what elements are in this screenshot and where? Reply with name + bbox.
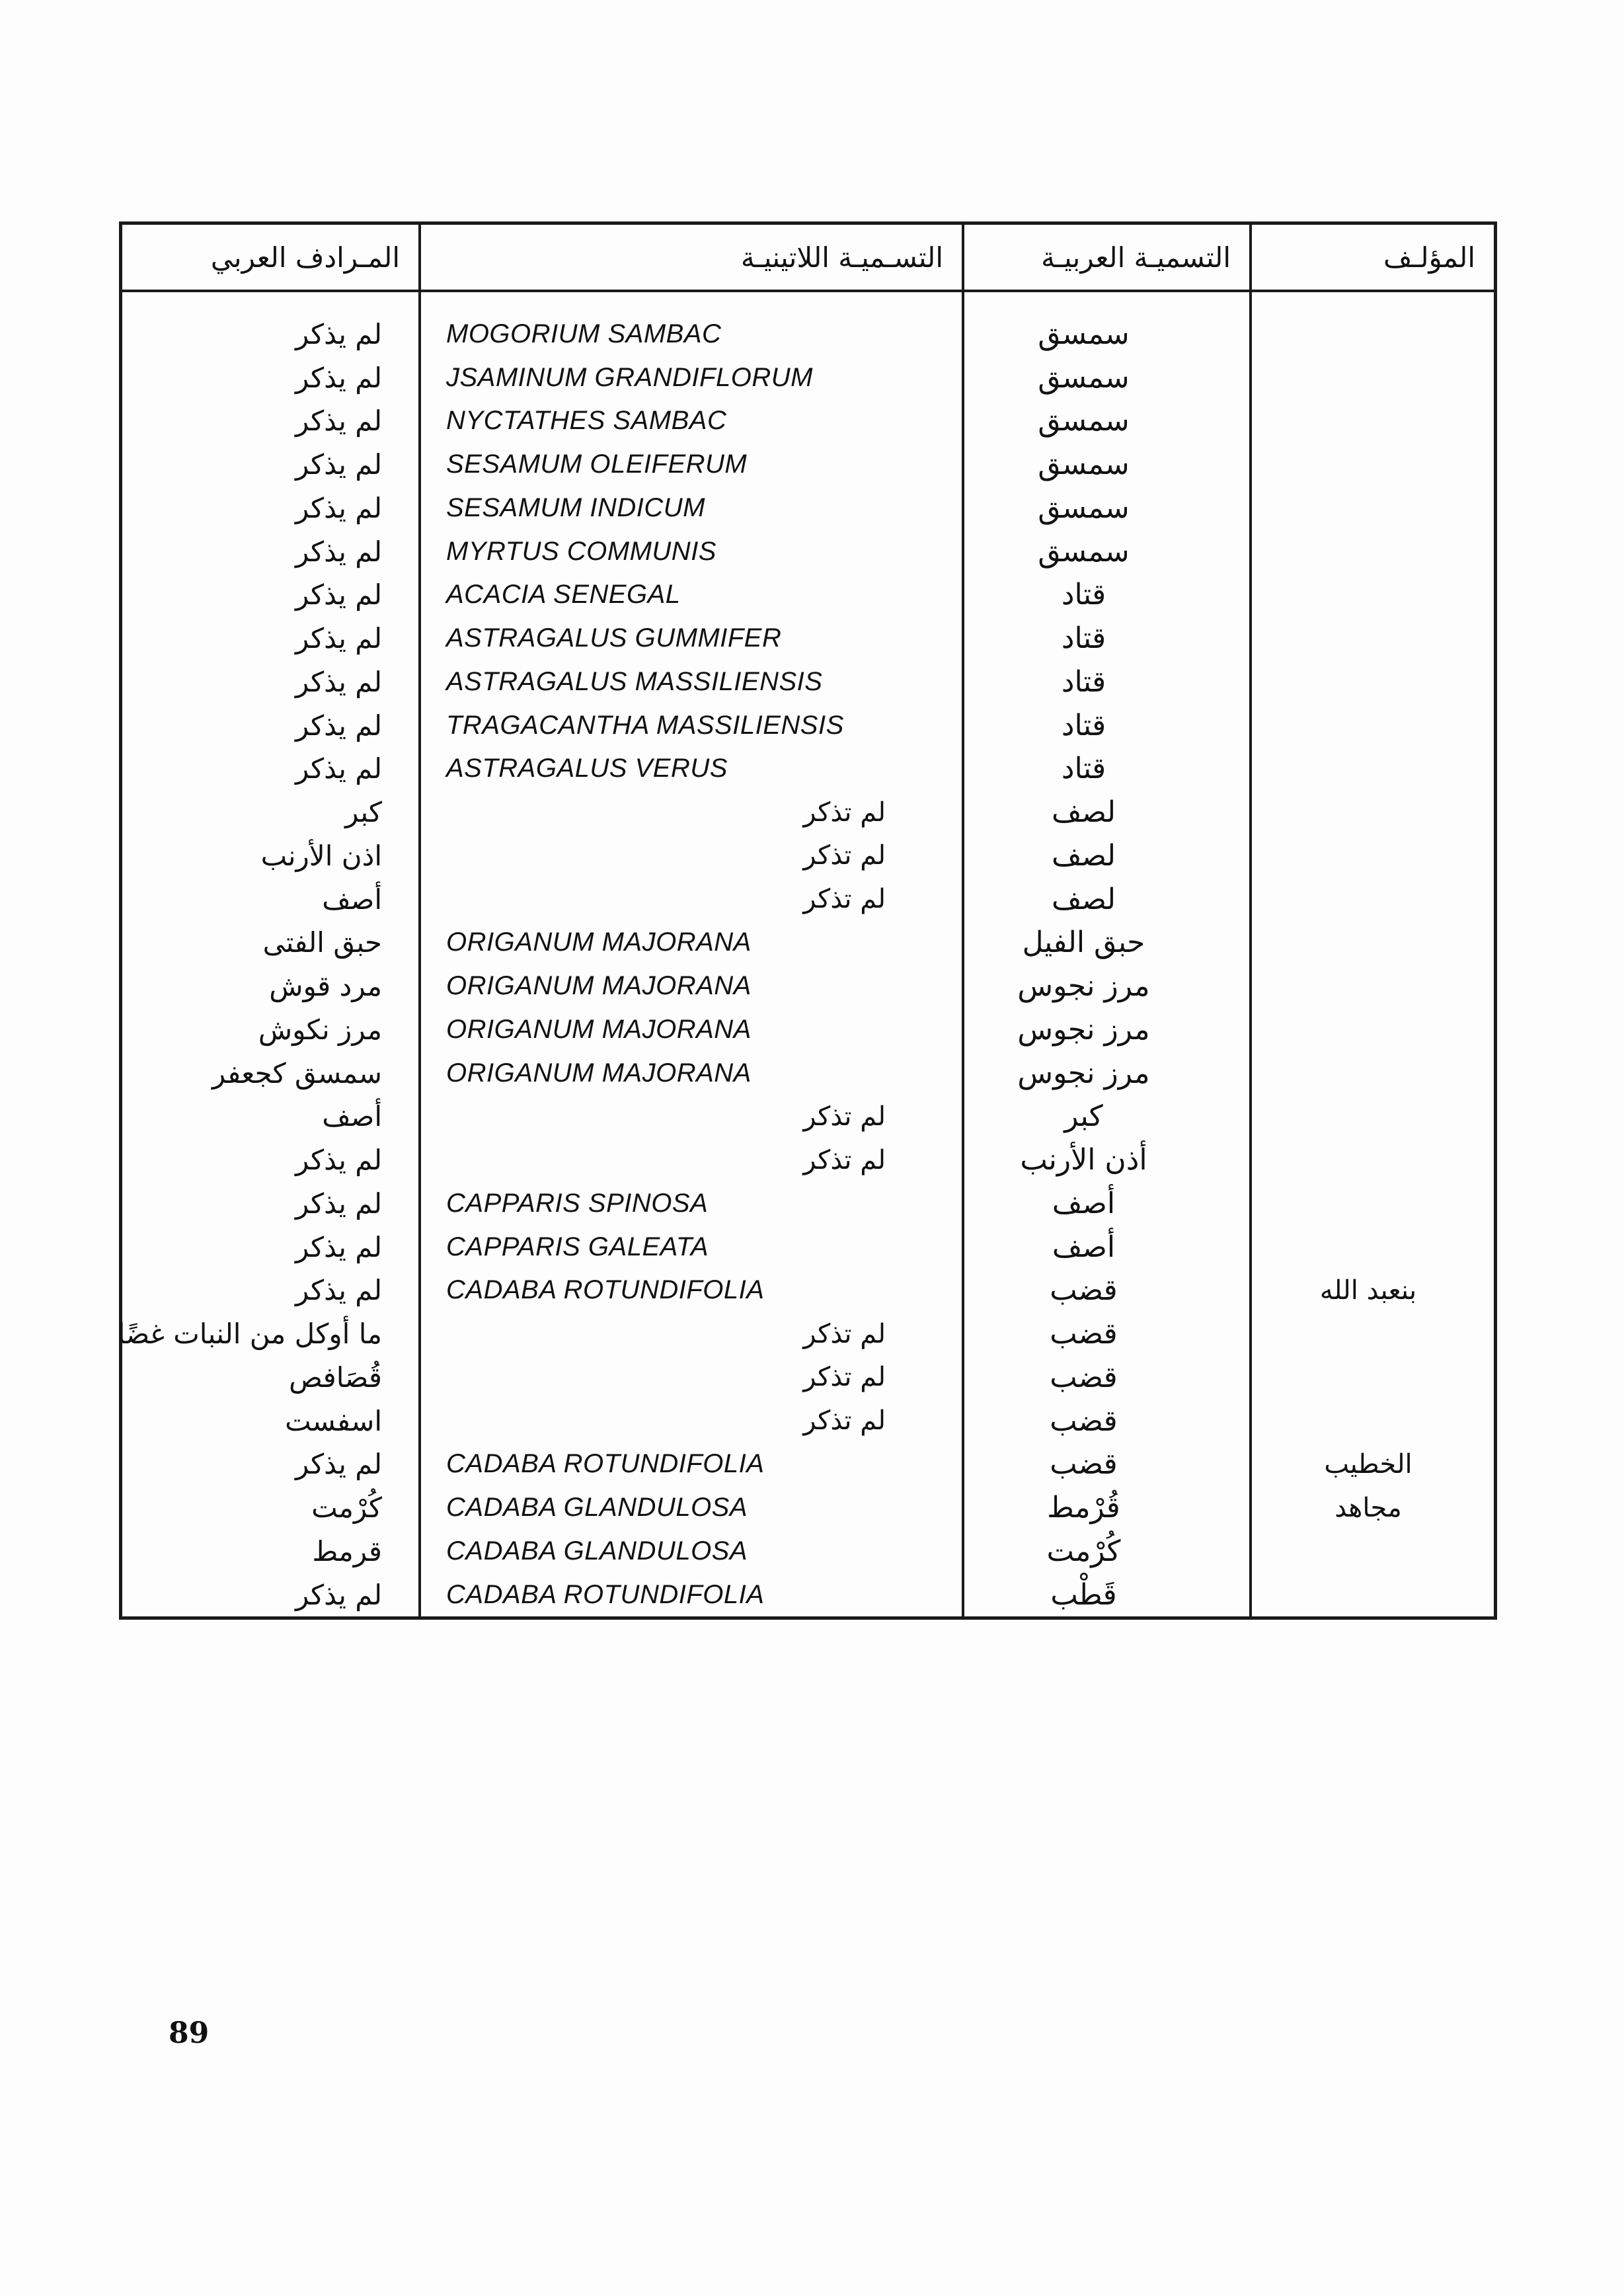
author-cell <box>1251 1051 1494 1095</box>
arabic-name-cell: لصف <box>963 834 1251 877</box>
table-row <box>122 660 1494 703</box>
synonym-cell: لم يذكر <box>295 448 382 481</box>
arabic-name-cell: سمسق <box>963 291 1251 356</box>
synonym-cell: لم يذكر <box>295 491 382 524</box>
latin-name-cell: ORIGANUM MAJORANA <box>420 921 963 965</box>
synonym-cell: لم يذكر <box>295 1187 382 1220</box>
arabic-name-cell: قتاد <box>963 573 1251 617</box>
latin-name-cell: ORIGANUM MAJORANA <box>420 965 963 1008</box>
synonym-cell: قرمط <box>312 1534 382 1567</box>
table-row <box>122 1399 1494 1443</box>
synonym-cell: لم يذكر <box>295 1274 382 1307</box>
synonym-cell: لم يذكر <box>295 622 382 654</box>
table-row <box>122 791 1494 834</box>
author-cell <box>1251 660 1494 703</box>
author-cell <box>1251 921 1494 965</box>
author-cell <box>1251 356 1494 399</box>
author-cell <box>1251 617 1494 660</box>
latin-name-cell: لم تذكر <box>420 834 963 877</box>
arabic-name-cell: قَطْب <box>963 1573 1251 1616</box>
arabic-name-cell: أصف <box>963 1225 1251 1269</box>
synonym-cell: لم يذكر <box>295 665 382 698</box>
latin-name-cell: ORIGANUM MAJORANA <box>420 1051 963 1095</box>
arabic-name-cell: سمسق <box>963 399 1251 443</box>
table-row <box>122 965 1494 1008</box>
arabic-name-cell: أذن الأرنب <box>963 1138 1251 1182</box>
table-row <box>122 1008 1494 1051</box>
latin-name-cell: لم تذكر <box>420 1138 963 1182</box>
author-cell <box>1251 291 1494 356</box>
synonym-cell: اذن الأرنب <box>260 839 382 872</box>
synonym-cell: لم يذكر <box>295 317 382 350</box>
page-number: 89 <box>169 2016 210 2050</box>
latin-name-cell: لم تذكر <box>420 1399 963 1443</box>
table-row <box>122 877 1494 921</box>
synonym-cell: ما أوكل من النبات غضًا <box>117 1318 382 1350</box>
author-cell: مجاهد <box>1251 1486 1494 1530</box>
synonym-cell: لم يذكر <box>295 1578 382 1611</box>
arabic-name-cell: قضب <box>963 1312 1251 1356</box>
author-cell <box>1251 573 1494 617</box>
author-cell <box>1251 1355 1494 1399</box>
author-cell <box>1251 834 1494 877</box>
author-cell <box>1251 1008 1494 1051</box>
author-cell: الخطيب <box>1251 1443 1494 1486</box>
author-cell <box>1251 965 1494 1008</box>
header-arabic-name: التسميـة العربيـة <box>963 225 1251 291</box>
synonym-cell: لم يذكر <box>295 752 382 785</box>
arabic-name-cell: مرز نجوس <box>963 1051 1251 1095</box>
table-row <box>122 1225 1494 1269</box>
table-row <box>122 486 1494 530</box>
table-row <box>122 1095 1494 1138</box>
arabic-name-cell: حبق الفيل <box>963 921 1251 965</box>
table-row <box>122 1312 1494 1356</box>
author-cell <box>1251 530 1494 573</box>
botanical-names-table <box>119 221 1497 1620</box>
synonym-cell: أصف <box>322 1100 382 1133</box>
table-row <box>122 573 1494 617</box>
arabic-name-cell: أصف <box>963 1181 1251 1225</box>
latin-name-cell: CADABA ROTUNDIFOLIA <box>420 1269 963 1312</box>
latin-name-cell: ASTRAGALUS MASSILIENSIS <box>420 660 963 703</box>
table-row <box>122 1486 1494 1530</box>
arabic-name-cell: سمسق <box>963 486 1251 530</box>
arabic-name-cell: مرز نجوس <box>963 1008 1251 1051</box>
arabic-name-cell: قتاد <box>963 660 1251 703</box>
table-row <box>122 1573 1494 1616</box>
latin-name-cell: لم تذكر <box>420 1355 963 1399</box>
table-row <box>122 1355 1494 1399</box>
latin-name-cell: JSAMINUM GRANDIFLORUM <box>420 356 963 399</box>
synonym-cell: أصف <box>322 883 382 916</box>
author-cell <box>1251 1225 1494 1269</box>
arabic-name-cell: سمسق <box>963 530 1251 573</box>
table-row <box>122 1269 1494 1312</box>
synonym-cell: قُصَافص <box>289 1361 382 1394</box>
arabic-name-cell: كُرْمت <box>963 1529 1251 1573</box>
table-row <box>122 1443 1494 1486</box>
synonym-cell: لم يذكر <box>295 405 382 438</box>
synonym-cell: حبق الفتى <box>262 926 382 959</box>
table-row <box>122 530 1494 573</box>
latin-name-cell: MYRTUS COMMUNIS <box>420 530 963 573</box>
latin-name-cell: ORIGANUM MAJORANA <box>420 1008 963 1051</box>
synonym-cell: لم يذكر <box>295 578 382 612</box>
author-cell <box>1251 1312 1494 1356</box>
header-synonym: المـرادف العربي <box>122 225 420 291</box>
author-cell <box>1251 1529 1494 1573</box>
synonym-cell: كبر <box>345 796 382 828</box>
latin-name-cell: SESAMUM OLEIFERUM <box>420 443 963 487</box>
latin-name-cell: ASTRAGALUS VERUS <box>420 747 963 791</box>
arabic-name-cell: كبر <box>963 1095 1251 1138</box>
synonym-cell: اسفست <box>285 1404 382 1437</box>
synonym-cell: سمسق كجعفر <box>212 1056 382 1089</box>
author-cell <box>1251 1573 1494 1616</box>
latin-name-cell: CADABA GLANDULOSA <box>420 1486 963 1530</box>
latin-name-cell: NYCTATHES SAMBAC <box>420 399 963 443</box>
author-cell: بنعبد الله <box>1251 1269 1494 1312</box>
author-cell <box>1251 1181 1494 1225</box>
arabic-name-cell: قضب <box>963 1355 1251 1399</box>
author-cell <box>1251 1399 1494 1443</box>
arabic-name-cell: لصف <box>963 877 1251 921</box>
table-row <box>122 703 1494 747</box>
synonym-cell: لم يذكر <box>295 1230 382 1263</box>
arabic-name-cell: سمسق <box>963 443 1251 487</box>
table-row <box>122 834 1494 877</box>
table-row <box>122 921 1494 965</box>
author-cell <box>1251 1138 1494 1182</box>
author-cell <box>1251 703 1494 747</box>
author-cell <box>1251 486 1494 530</box>
latin-name-cell: لم تذكر <box>420 877 963 921</box>
table-row <box>122 1181 1494 1225</box>
synonym-cell: كُرْمت <box>311 1491 382 1524</box>
latin-name-cell: MOGORIUM SAMBAC <box>420 291 963 356</box>
table-row <box>122 399 1494 443</box>
table-row <box>122 617 1494 660</box>
synonym-cell: لم يذكر <box>295 1448 382 1481</box>
table-row <box>122 1529 1494 1573</box>
synonym-cell: لم يذكر <box>295 361 382 394</box>
synonym-cell: مرد قوش <box>269 970 382 1002</box>
author-cell <box>1251 747 1494 791</box>
table-row <box>122 356 1494 399</box>
latin-name-cell: CADABA ROTUNDIFOLIA <box>420 1443 963 1486</box>
table-row <box>122 747 1494 791</box>
latin-name-cell: ACACIA SENEGAL <box>420 573 963 617</box>
author-cell <box>1251 791 1494 834</box>
author-cell <box>1251 399 1494 443</box>
author-cell <box>1251 1095 1494 1138</box>
arabic-name-cell: مرز نجوس <box>963 965 1251 1008</box>
header-author: المؤلـف <box>1251 225 1494 291</box>
latin-name-cell: CAPPARIS SPINOSA <box>420 1181 963 1225</box>
table-row <box>122 1138 1494 1182</box>
latin-name-cell: لم تذكر <box>420 791 963 834</box>
table-row <box>122 443 1494 487</box>
latin-name-cell: SESAMUM INDICUM <box>420 486 963 530</box>
synonym-cell: لم يذكر <box>295 535 382 568</box>
arabic-name-cell: قتاد <box>963 617 1251 660</box>
latin-name-cell: CAPPARIS GALEATA <box>420 1225 963 1269</box>
arabic-name-cell: قُرْمط <box>963 1486 1251 1530</box>
arabic-name-cell: قتاد <box>963 747 1251 791</box>
latin-name-cell: CADABA ROTUNDIFOLIA <box>420 1573 963 1616</box>
latin-name-cell: CADABA GLANDULOSA <box>420 1529 963 1573</box>
table-body <box>117 291 1494 1616</box>
header-latin-name: التسـميـة اللاتينيـة <box>420 225 963 291</box>
arabic-name-cell: سمسق <box>963 356 1251 399</box>
arabic-name-cell: قضب <box>963 1443 1251 1486</box>
latin-name-cell: لم تذكر <box>420 1095 963 1138</box>
arabic-name-cell: قضب <box>963 1269 1251 1312</box>
table-row <box>122 291 1494 356</box>
author-cell <box>1251 443 1494 487</box>
arabic-name-cell: لصف <box>963 791 1251 834</box>
arabic-name-cell: قضب <box>963 1399 1251 1443</box>
synonym-cell: مرز نكوش <box>258 1013 382 1046</box>
table-row <box>122 1051 1494 1095</box>
table-header <box>122 225 1494 291</box>
synonym-cell: لم يذكر <box>295 709 382 742</box>
latin-name-cell: لم تذكر <box>420 1312 963 1356</box>
arabic-name-cell: قتاد <box>963 703 1251 747</box>
latin-name-cell: TRAGACANTHA MASSILIENSIS <box>420 703 963 747</box>
author-cell <box>1251 877 1494 921</box>
names-table <box>117 225 1494 1616</box>
latin-name-cell: ASTRAGALUS GUMMIFER <box>420 617 963 660</box>
synonym-cell: لم يذكر <box>295 1144 382 1176</box>
